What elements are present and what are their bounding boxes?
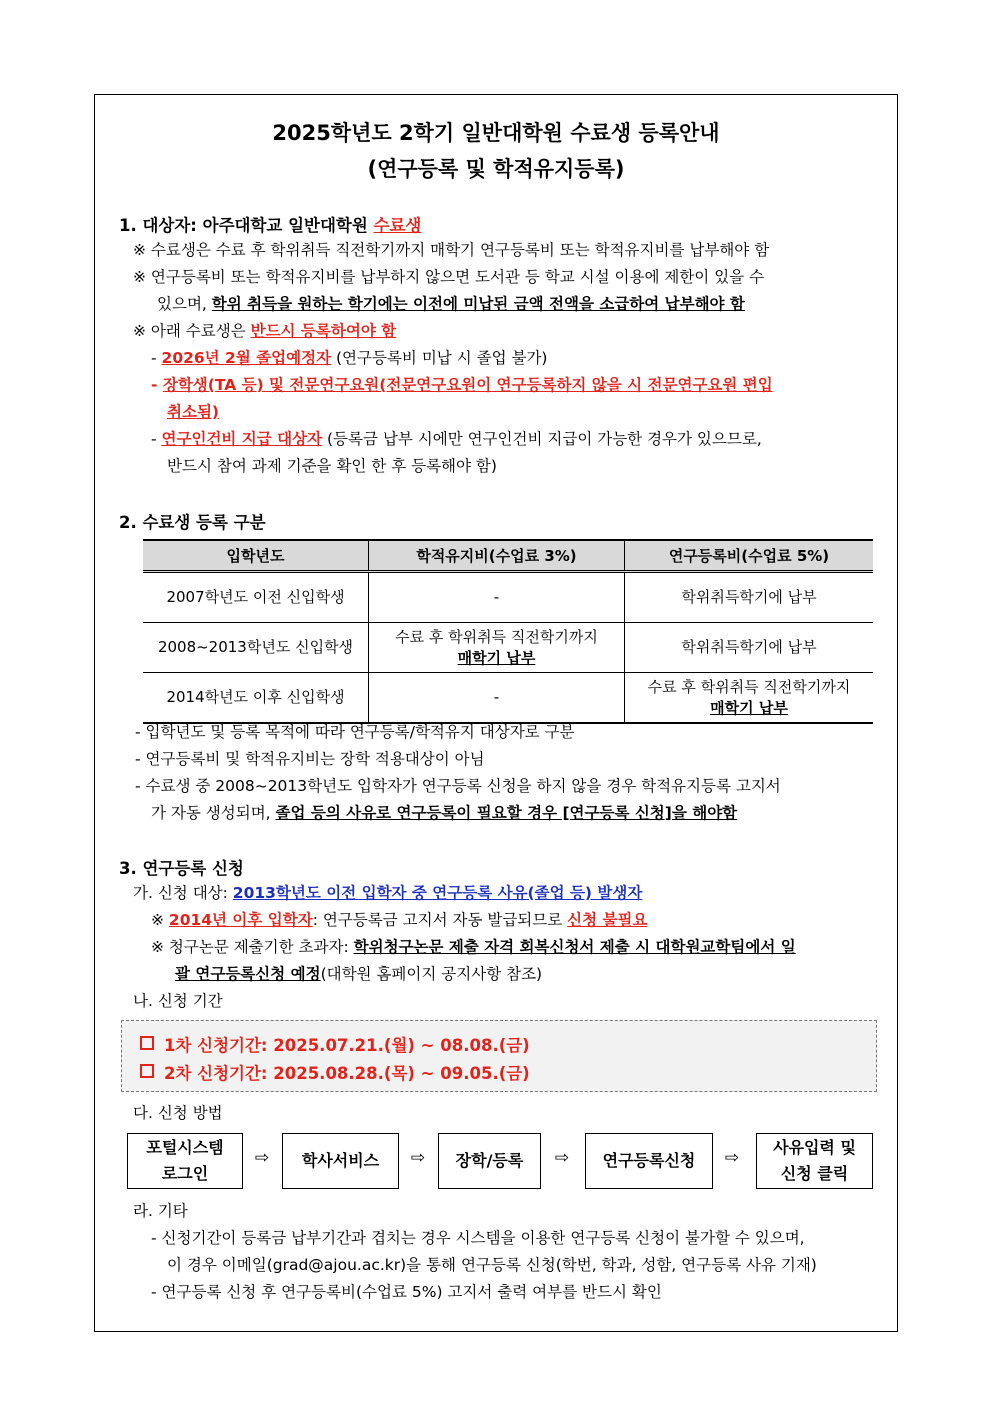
section1-heading-highlight: 수료생 <box>373 216 422 235</box>
s2-bullet2: - 연구등록비 및 학적유지비는 장학 적용대상이 아님 <box>135 750 485 768</box>
s3-ga-note2-line2: 괄 연구등록신청 예정(대학원 홈페이지 공지사항 참조) <box>175 965 543 983</box>
s3-ga-note2-line1: ※ 청구논문 제출기한 초과자: 학위청구논문 제출 자격 회복신청서 제출 시 대학원교학팀에서 일 <box>151 938 796 956</box>
s1-note2-emphasis: 학위 취득을 원하는 학기에는 이전에 미납된 금액 전액을 소급하여 납부해야 함 <box>211 295 745 313</box>
s3-na: 나. 신청 기간 <box>133 992 223 1010</box>
document-frame <box>94 94 898 1332</box>
s1-dash3-emphasis: 연구인건비 지급 대상자 <box>161 430 323 448</box>
cell-year: 2007학년도 이전 신입학생 <box>143 572 369 623</box>
section2-heading: 2. 수료생 등록 구분 <box>119 513 266 532</box>
table-header-row <box>143 540 873 572</box>
cell-keep-fee: - <box>369 673 625 724</box>
cell-keep-fee: 수료 후 학위취득 직전학기까지 매학기 납부 <box>369 623 625 673</box>
checkbox-square-icon <box>140 1036 154 1050</box>
arrow-right-icon: ⇨ <box>724 1148 740 1168</box>
s1-note2-line1: ※ 연구등록비 또는 학적유지비를 납부하지 않으면 도서관 등 학교 시설 이용에 제한이 있을 수 <box>133 268 765 286</box>
step-scholarship-registration: 장학/등록 <box>438 1133 541 1189</box>
s1-dash3-line2: 반드시 참여 과제 기준을 확인 한 후 등록해야 함) <box>167 457 497 475</box>
period-2: 2차 신청기간: 2025.08.28.(목) ~ 09.05.(금) <box>140 1060 530 1084</box>
arrow-right-icon: ⇨ <box>554 1148 570 1168</box>
s2-bullet3-line1: - 수료생 중 2008~2013학년도 입학자가 연구등록 신청을 하지 않을 경우 학적유지등록 고지서 <box>135 777 781 795</box>
cell-research-fee: 학위취득학기에 납부 <box>625 572 874 623</box>
s1-dash1: - 2026년 2월 졸업예정자 (연구등록비 미납 시 졸업 불가) <box>151 349 548 367</box>
step-portal-login: 포털시스템 로그인 <box>127 1133 243 1189</box>
s3-ga-target: 2013학년도 이전 입학자 중 연구등록 사유(졸업 등) 발생자 <box>232 884 643 902</box>
table-row <box>143 572 873 623</box>
table-row <box>143 673 873 724</box>
s1-dash2-line2: 취소됨) <box>167 403 220 421</box>
s1-dash3-line1: - 연구인건비 지급 대상자 (등록금 납부 시에만 연구인건비 지급이 가능한 경우가 있으므로, <box>151 430 762 448</box>
checkbox-square-icon <box>140 1064 154 1078</box>
s1-note3-emphasis: 반드시 등록하여야 함 <box>250 322 397 340</box>
arrow-right-icon: ⇨ <box>254 1148 270 1168</box>
application-period-box <box>121 1020 877 1092</box>
step-research-registration: 연구등록신청 <box>585 1133 713 1189</box>
doc-title-line1: 2025학년도 2학기 일반대학원 수료생 등록안내 <box>272 121 720 145</box>
s3-ga: 가. 신청 대상: 2013학년도 이전 입학자 중 연구등록 사유(졸업 등) 발생자 <box>133 884 643 902</box>
col-header-year: 입학년도 <box>143 540 369 572</box>
step-enter-reason: 사유입력 및 신청 클릭 <box>756 1133 873 1189</box>
s2-bullet3-emphasis: 졸업 등의 사유로 연구등록이 필요할 경우 [연구등록 신청]을 해야함 <box>275 804 738 822</box>
s2-bullet3-line2: 가 자동 생성되며, 졸업 등의 사유로 연구등록이 필요할 경우 [연구등록 신청]을 해야함 <box>151 804 738 822</box>
doc-title-line2: (연구등록 및 학적유지등록) <box>367 157 625 181</box>
s3-da: 다. 신청 방법 <box>133 1104 223 1122</box>
section1-heading: 1. 대상자: 아주대학교 일반대학원 수료생 <box>119 216 422 235</box>
s3-ra-item2: - 연구등록 신청 후 연구등록비(수업료 5%) 고지서 출력 여부를 반드시 확인 <box>151 1283 662 1301</box>
table-row <box>143 623 873 673</box>
s1-dash2-line1: - 장학생(TA 등) 및 전문연구요원(전문연구요원이 연구등록하지 않을 시 전문연구요원 편입 <box>151 376 773 394</box>
cell-keep-fee: - <box>369 572 625 623</box>
arrow-right-icon: ⇨ <box>410 1148 426 1168</box>
step-academic-service: 학사서비스 <box>282 1133 399 1189</box>
cell-year: 2014학년도 이후 신입학생 <box>143 673 369 724</box>
s3-ga-note1: ※ 2014년 이후 입학자: 연구등록금 고지서 자동 발급되므로 신청 불필요 <box>151 911 648 929</box>
s3-ra-item1-line1: - 신청기간이 등록금 납부기간과 겹치는 경우 시스템을 이용한 연구등록 신청이 불가할 수 있으며, <box>151 1229 805 1247</box>
s1-note1: ※ 수료생은 수료 후 학위취득 직전학기까지 매학기 연구등록비 또는 학적유지비를 납부해야 함 <box>133 241 770 259</box>
col-header-research-fee: 연구등록비(수업료 5%) <box>625 540 874 572</box>
section3-heading: 3. 연구등록 신청 <box>119 859 244 878</box>
s1-note3: ※ 아래 수료생은 반드시 등록하여야 함 <box>133 322 397 340</box>
registration-type-table <box>143 539 873 724</box>
s3-ra-item1-line2: 이 경우 이메일(grad@ajou.ac.kr)을 통해 연구등록 신청(학번, 학과, 성함, 연구등록 사유 기재) <box>167 1256 817 1274</box>
s1-dash1-emphasis: 2026년 2월 졸업예정자 <box>161 349 332 367</box>
cell-year: 2008~2013학년도 신입학생 <box>143 623 369 673</box>
col-header-keep-fee: 학적유지비(수업료 3%) <box>369 540 625 572</box>
cell-research-fee: 수료 후 학위취득 직전학기까지 매학기 납부 <box>625 673 874 724</box>
s2-bullet1: - 입학년도 및 등록 목적에 따라 연구등록/학적유지 대상자로 구분 <box>135 723 575 741</box>
s1-note2-line2: 있으며, 학위 취득을 원하는 학기에는 이전에 미납된 금액 전액을 소급하여 납부해야 함 <box>157 295 745 313</box>
cell-research-fee: 학위취득학기에 납부 <box>625 623 874 673</box>
s3-ra: 라. 기타 <box>133 1202 188 1220</box>
period-1: 1차 신청기간: 2025.07.21.(월) ~ 08.08.(금) <box>140 1032 530 1056</box>
